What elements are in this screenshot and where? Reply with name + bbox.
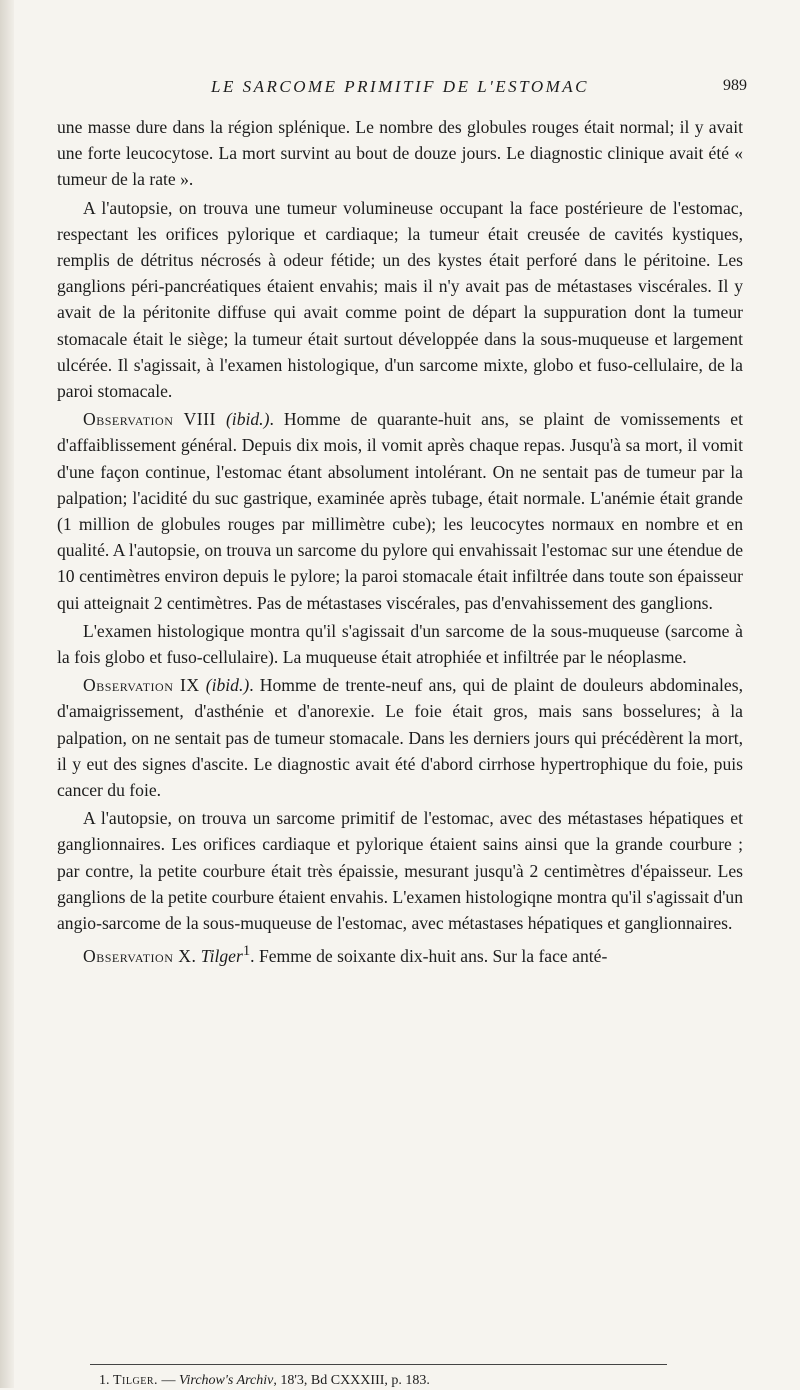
paragraph-1: une masse dure dans la région splénique. Le nombre des globules rouges était normal; il y avait une forte leucocytose. La mort survint au bout de douze jours. Le diagnostic clinique avait été « tumeur de la rate ». [57,117,743,190]
observation-9 [57,672,743,803]
paragraph-6: A l'autopsie, on trouva un sarcome primitif de l'estomac, avec des métastases hépatiques et ganglionnaires. Les orifices cardiaque et pylorique étaient sains ainsi que la grande courbure ; par contre, la petite courbure était très épaissie, mesurant jusqu'à 2 centimètres d'épaisseur. Les ganglions de la petite courbure étaient envahis. L'examen histologiqne montra qu'il s'agissait d'un angio-sarcome de la sous-muqueuse de l'estomac, avec métastases hépatiques et ganglionnaires. [57,808,743,934]
observation-10-text: . Femme de soixante dix-huit ans. Sur la face anté- [250,946,608,967]
body-text [57,114,743,971]
observation-8-source: (ibid.) [225,409,270,430]
running-title: LE SARCOME PRIMITIF DE L'ESTOMAC [211,77,589,96]
observation-9-text: . Homme de trente-neuf ans, qui de plaint de douleurs abdominales, d'amaigrissement, d'asthénie et d'anorexie. Le foie était gros, mais sans bosselures; à la palpation, on ne sentait pas de tumeur stomacale. Dans les derniers jours qui précédèrent la mort, il y eut des signes d'ascite. Le diagnostic avait été d'abord cirrhose hypertrophique du foie, puis cancer du foie. [57,675,743,801]
observation-8 [57,406,743,616]
footnote-reference: 1 [242,943,251,960]
observation-10-heading: Observation X. [83,946,197,967]
footnote-divider [90,1364,667,1365]
observation-10 [57,938,743,969]
page-header [0,75,800,105]
footnote [99,1372,719,1390]
observation-8-text: . Homme de quarante-huit ans, se plaint de vomissements et d'affaiblissement général. Depuis dix mois, il vomit après chaque repas. Jusqu'à sa mort, il vomit d'une façon continue, l'estomac étant absolument intolérant. On ne sentait pas de tumeur par la palpation; l'acidité du suc gastrique, examinée après tubage, était normale. L'anémie était grande (1 million de globules rouges par millimètre cube); les leucocytes normaux en nombre et en qualité. A l'autopsie, on trouva un sarcome du pylore qui envahissait l'estomac sur une étendue de 10 centimètres environ depuis le pylore; la paroi stomacale était infiltrée dans toute son épaisseur qui atteignait 2 centimètres. Pas de métastases viscérales, pas d'envahissement des ganglions. [57,409,743,613]
observation-10-source: Tilger [200,946,243,967]
footnote-author: Tilger. [113,1373,158,1388]
paragraph-4: L'examen histologique montra qu'il s'agissait d'un sarcome de la sous-muqueuse (sarcome à la fois globo et fuso-cellulaire). La muqueuse était atrophiée et infiltrée par le néoplasme. [57,620,743,668]
paragraph-2: A l'autopsie, on trouva une tumeur volumineuse occupant la face postérieure de l'estomac, respectant les orifices pylorique et cardiaque; la tumeur était creusée de cavités kystiques, remplis de détritus nécrosés à odeur fétide; un des kystes était perforé dans le péritoine. Les ganglions péri-pancréatiques étaient envahis; mais il n'y avait pas de métastases viscérales. Il y avait de la péritonite diffuse qui avait comme point de départ la suppuration dont la tumeur stomacale était le siège; la tumeur était surtout développée dans la sous-muqueuse et largement ulcérée. Il s'agissait, à l'examen histologique, d'un sarcome mixte, globo et fuso-cellulaire, de la paroi stomacale. [57,197,743,402]
footnote-number: 1. [99,1373,110,1388]
page-binding-edge [0,0,14,1388]
observation-8-heading: Observation VIII [83,409,216,430]
page-number: 989 [723,77,747,94]
observation-9-heading: Observation IX [83,675,200,696]
footnote-details: , 18'3, Bd CXXXIII, p. 183. [273,1373,430,1388]
footnote-dash: — [158,1373,179,1388]
observation-9-source: (ibid.) [205,675,250,696]
footnote-journal: Virchow's Archiv [179,1373,274,1388]
